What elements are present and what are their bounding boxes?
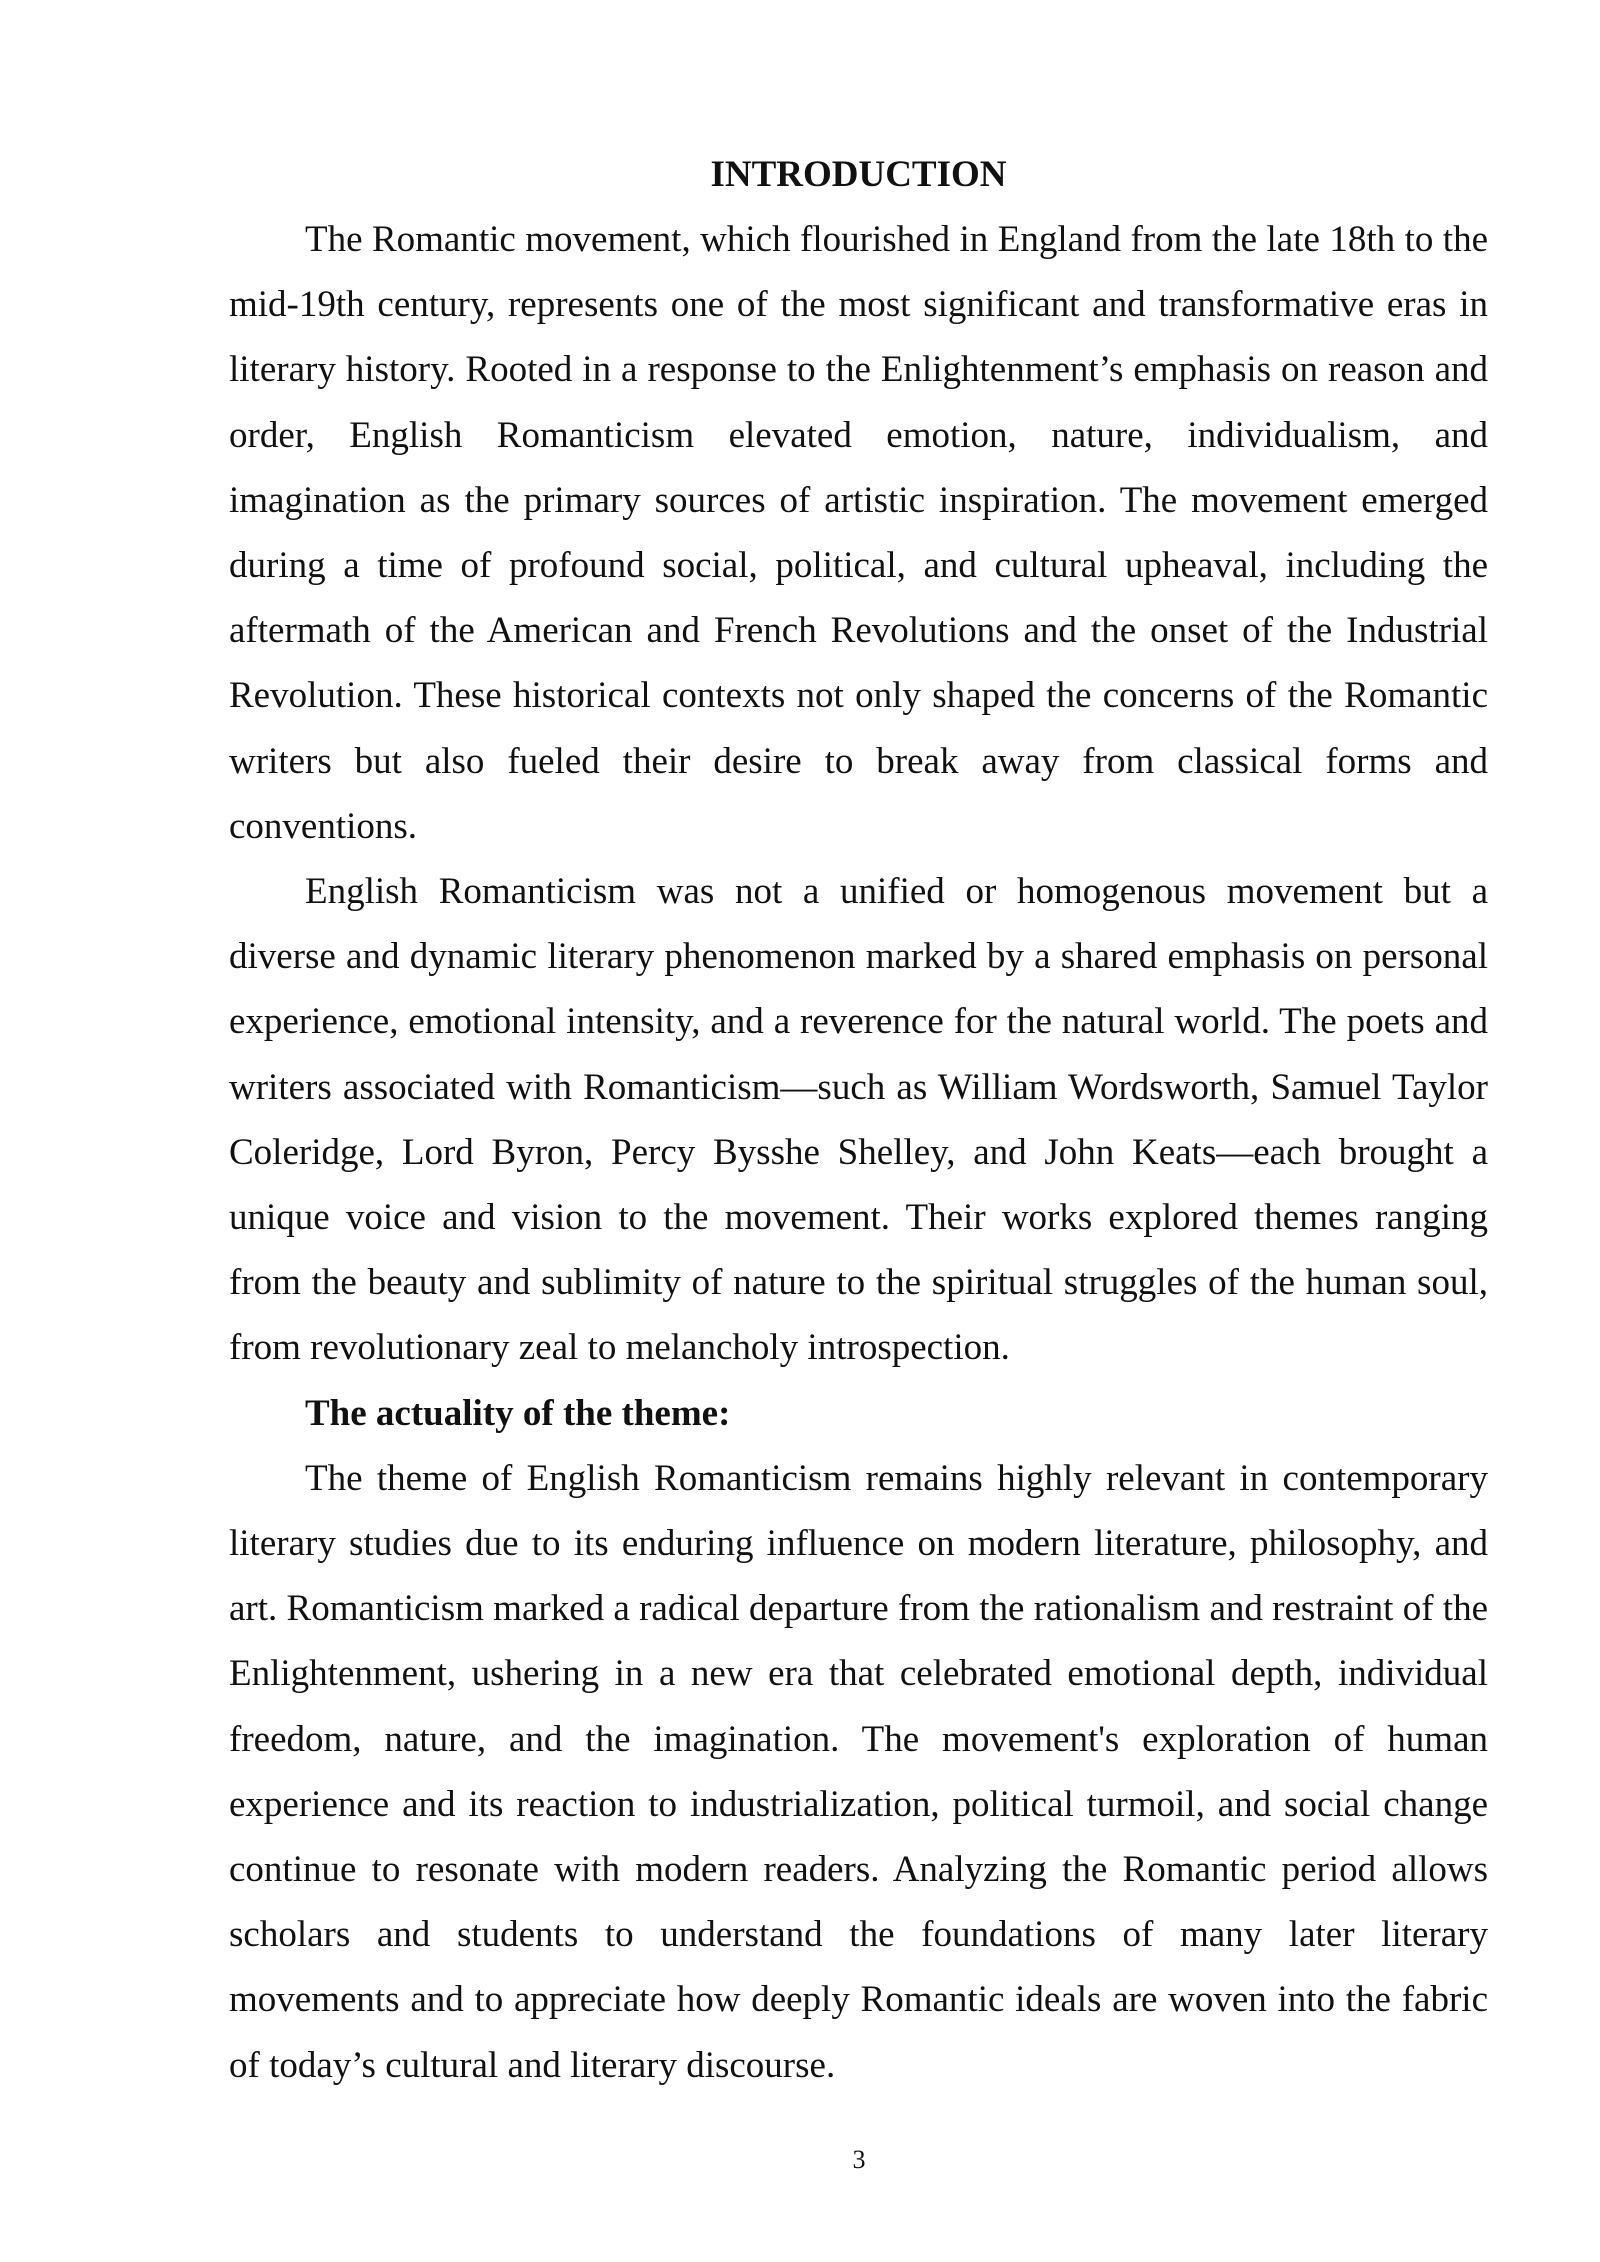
section-heading: The actuality of the theme: xyxy=(305,1392,731,1434)
page-title: INTRODUCTION xyxy=(710,154,1007,195)
paragraph-romanticism-diversity: English Romanticism was not a unified or homogenous movement but a diverse and dynamic literary phenomenon marked by a shared emphasis on personal experience, emotional intensity, and a reverence for the natural world. The poets and writers associated with Romanticism—such as William Wordsworth, Samuel Taylor Coleridge, Lord Byron, Percy Bysshe Shelley, and John Keats—each brought a unique voice and vision to the movement. Their works explored themes ranging from the beauty and sublimity of nature to the spiritual struggles of the human soul, from revolutionary zeal to melancholy introspection. xyxy=(229,871,1488,1369)
paragraph-intro: The Romantic movement, which flourished in England from the late 18th to the mid-19th century, represents one of the most significant and transformative eras in literary history. Rooted in a response to the Enlightenment’s emphasis on reason and order, English Romanticism elevated emotion, nature, individualism, and imagination as the primary sources of artistic inspiration. The movement emerged during a time of profound social, political, and cultural upheaval, including the aftermath of the American and French Revolutions and the onset of the Industrial Revolution. These historical contexts not only shaped the concerns of the Romantic writers but also fueled their desire to break away from classical forms and conventions. xyxy=(229,219,1488,847)
paragraph-actuality: The theme of English Romanticism remains highly relevant in contemporary literary studies due to its enduring influence on modern literature, philosophy, and art. Romanticism marked a radical departure from the rationalism and restraint of the Enlightenment, ushering in a new era that celebrated emotional depth, individual freedom, nature, and the imagination. The movement's exploration of human experience and its reaction to industrialization, political turmoil, and social change continue to resonate with modern readers. Analyzing the Romantic period allows scholars and students to understand the foundations of many later literary movements and to appreciate how deeply Romantic ideals are woven into the fabric of today’s cultural and literary discourse. xyxy=(229,1457,1488,2086)
page-number: 3 xyxy=(852,2145,866,2174)
page-content xyxy=(229,150,1488,2098)
